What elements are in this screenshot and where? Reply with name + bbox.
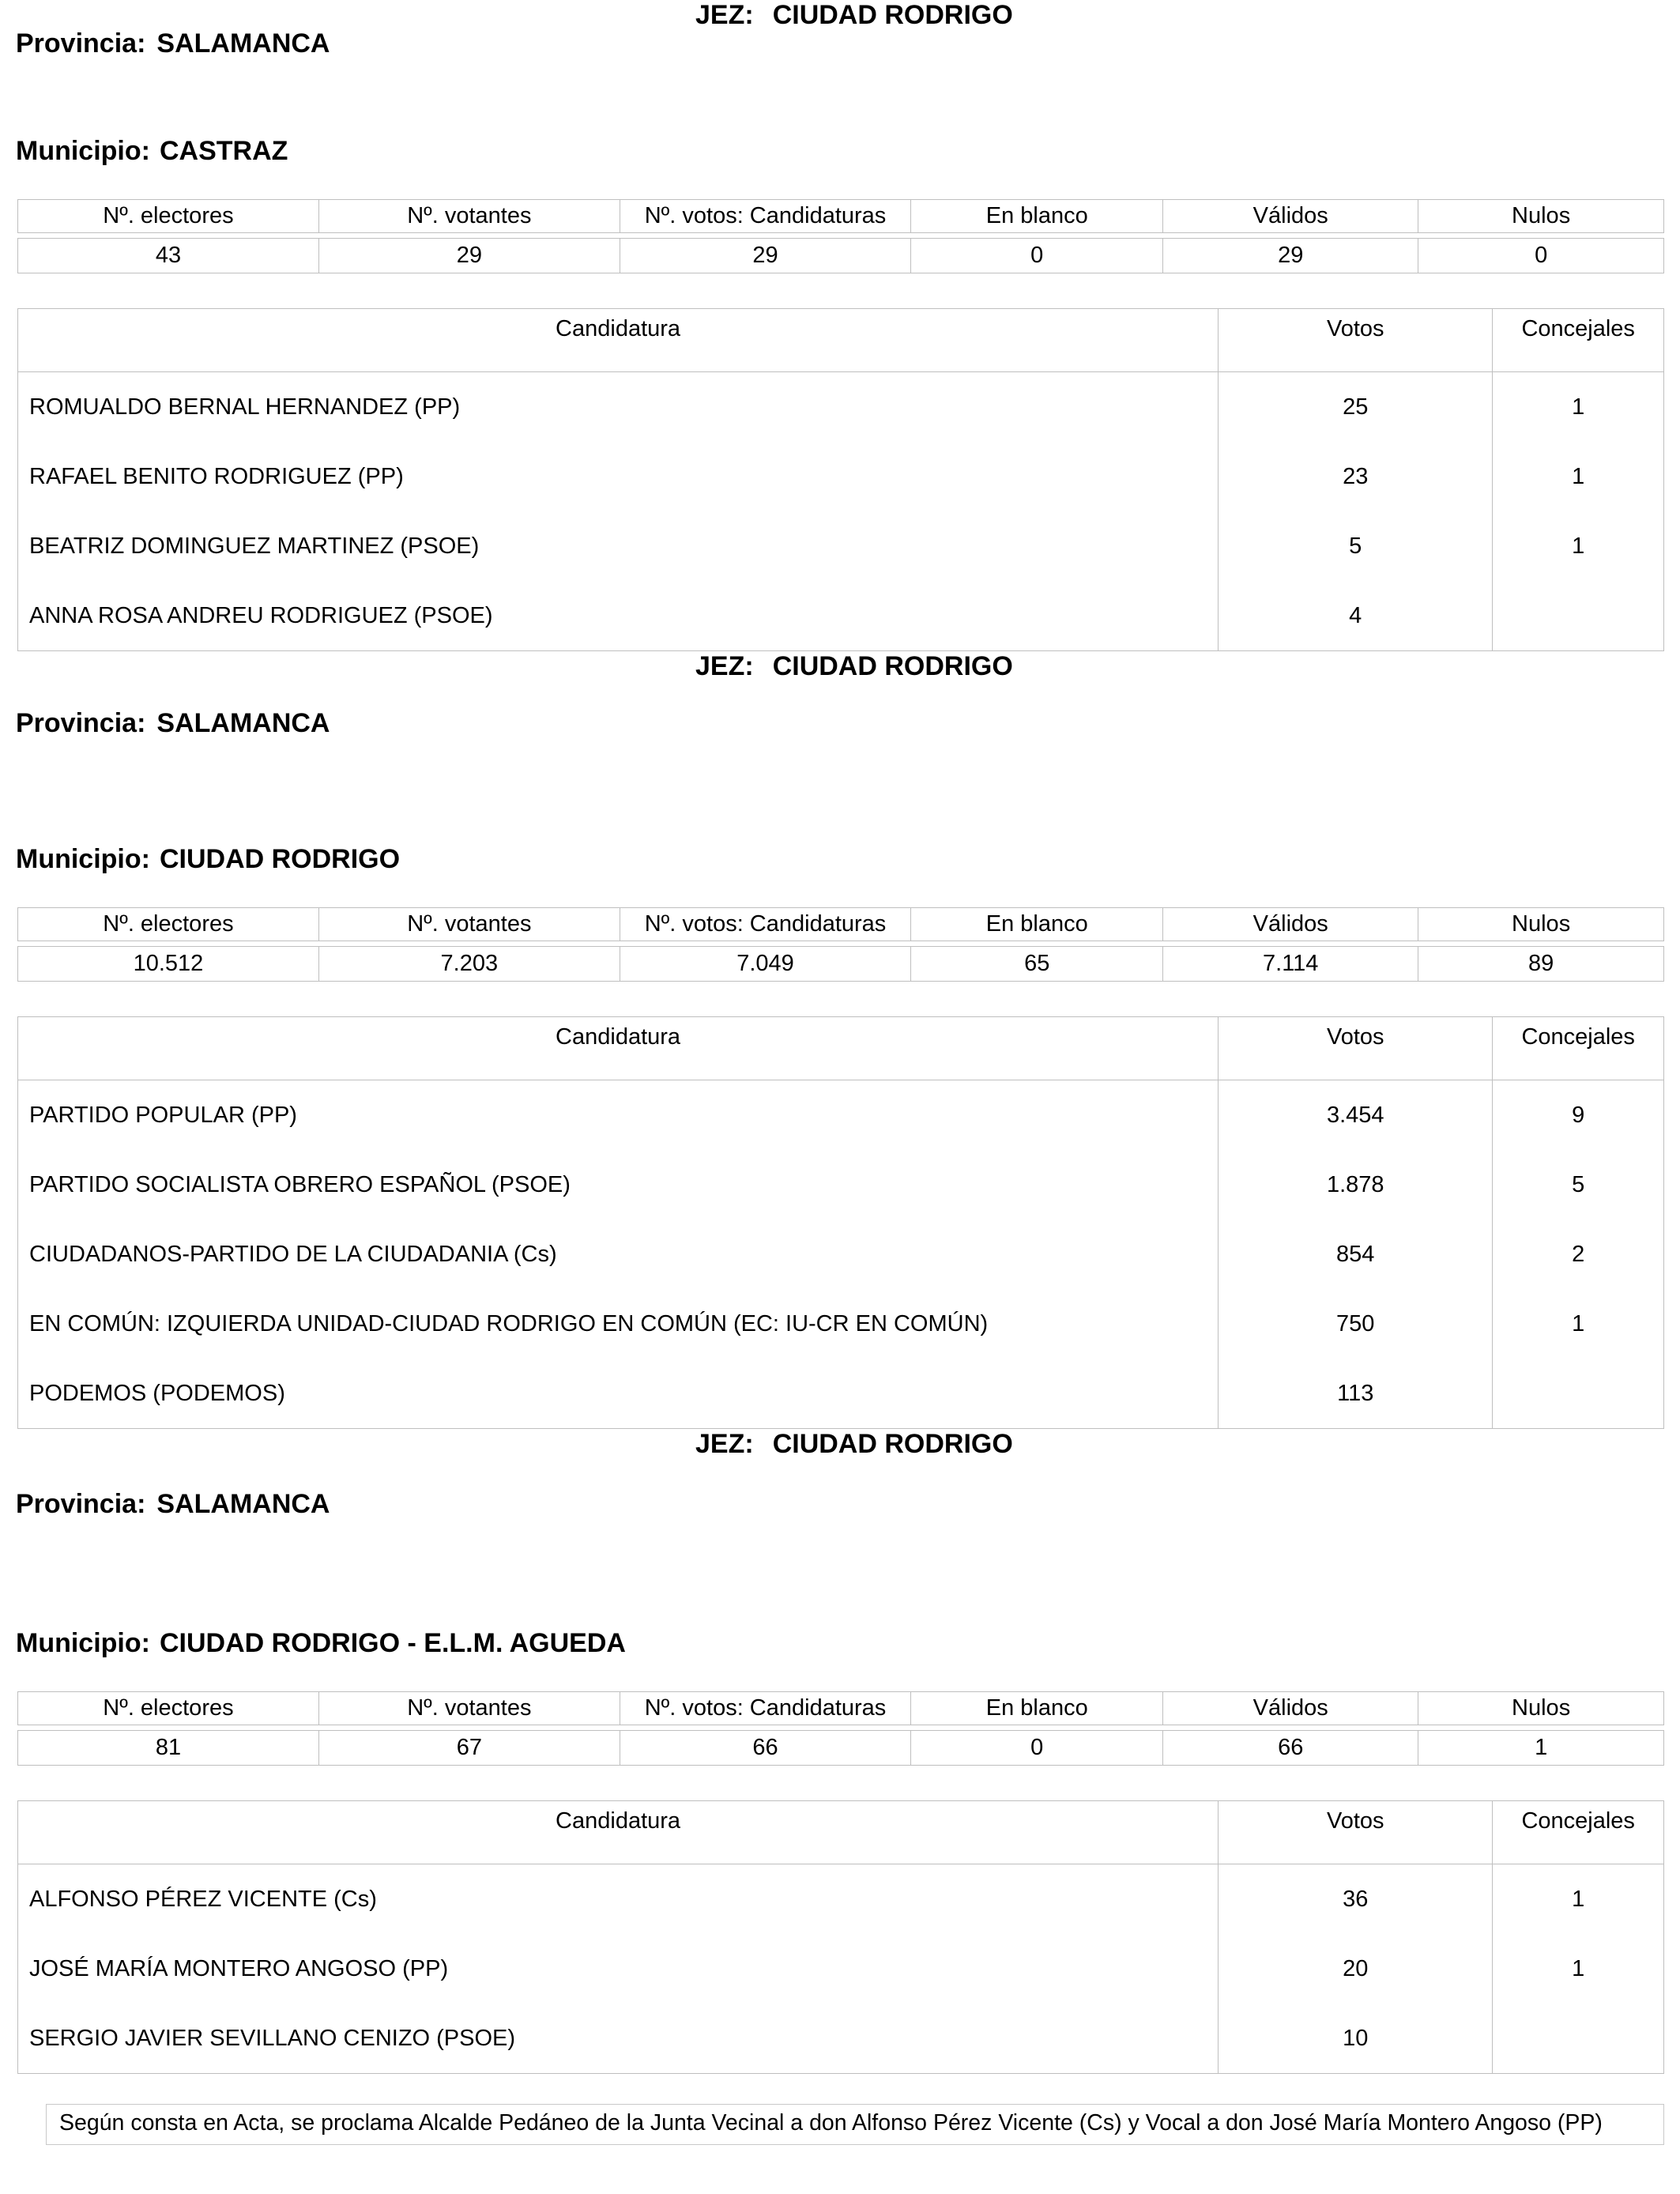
candidate-concejales [1493, 2004, 1664, 2074]
candidate-row [18, 1864, 1664, 1935]
summary-table [17, 1691, 1664, 1766]
municipio-value: CIUDAD RODRIGO [159, 844, 401, 874]
candidate-concejales: 1 [1493, 1864, 1664, 1935]
summary-header-nulos: Nulos [1418, 200, 1664, 233]
provincia-value: SALAMANCA [156, 708, 330, 738]
summary-value-votantes: 67 [318, 1731, 620, 1766]
provincia-value: SALAMANCA [156, 1489, 330, 1519]
candidate-row [18, 1934, 1664, 2004]
provincia-value: SALAMANCA [156, 28, 330, 58]
candidate-votes: 854 [1219, 1220, 1493, 1289]
summary-value-validos: 7.114 [1163, 947, 1418, 982]
summary-header-votos-candidaturas: Nº. votos: Candidaturas [620, 908, 911, 941]
votos-column-header: Votos [1219, 309, 1493, 372]
results-section-ciudad-rodrigo [0, 651, 1680, 1429]
summary-header-en-blanco: En blanco [911, 1692, 1163, 1725]
candidates-header-row [18, 309, 1664, 372]
summary-value-nulos: 0 [1418, 239, 1664, 273]
section-header [16, 651, 1680, 798]
candidates-table [17, 1016, 1664, 1429]
provincia-label: Provincia: [16, 708, 146, 738]
candidate-concejales [1493, 1359, 1664, 1429]
summary-header-votantes: Nº. votantes [318, 908, 620, 941]
results-section-elm-agueda [0, 1429, 1680, 2074]
summary-values-row [17, 238, 1664, 273]
summary-header-electores: Nº. electores [18, 908, 319, 941]
candidate-votes: 4 [1219, 581, 1493, 651]
concejales-column-header: Concejales [1493, 309, 1664, 372]
candidate-row [18, 1080, 1664, 1151]
summary-value-votos-candidaturas: 29 [620, 239, 911, 273]
candidate-votes: 750 [1219, 1289, 1493, 1359]
municipio-label: Municipio: [16, 1628, 150, 1658]
summary-value-en-blanco: 0 [911, 239, 1163, 273]
jez-heading [695, 0, 1013, 31]
candidate-concejales: 1 [1493, 442, 1664, 511]
municipio-heading [16, 1628, 1680, 1661]
summary-table [17, 907, 1664, 982]
candidate-name: ANNA ROSA ANDREU RODRIGUEZ (PSOE) [18, 581, 1219, 651]
candidates-table [17, 1800, 1664, 2074]
candidate-votes: 113 [1219, 1359, 1493, 1429]
summary-value-votantes: 29 [318, 239, 620, 273]
summary-header-en-blanco: En blanco [911, 908, 1163, 941]
summary-value-validos: 66 [1163, 1731, 1418, 1766]
candidate-votes: 3.454 [1219, 1080, 1493, 1151]
results-section-castraz [0, 0, 1680, 651]
jez-heading [695, 651, 1013, 682]
acta-note: Según consta en Acta, se proclama Alcalde Pedáneo de la Junta Vecinal a don Alfonso Pérez Vicente (Cs) y Vocal a don José María Montero Angoso (PP) [46, 2104, 1664, 2145]
candidate-name: SERGIO JAVIER SEVILLANO CENIZO (PSOE) [18, 2004, 1219, 2074]
summary-header-validos: Válidos [1163, 908, 1418, 941]
summary-header-en-blanco: En blanco [911, 200, 1163, 233]
jez-label: JEZ: [695, 0, 754, 30]
candidate-concejales: 1 [1493, 511, 1664, 581]
candidates-header-row [18, 1017, 1664, 1080]
concejales-column-header: Concejales [1493, 1801, 1664, 1864]
candidate-name: RAFAEL BENITO RODRIGUEZ (PP) [18, 442, 1219, 511]
municipio-label: Municipio: [16, 136, 150, 166]
candidate-name: BEATRIZ DOMINGUEZ MARTINEZ (PSOE) [18, 511, 1219, 581]
summary-value-votos-candidaturas: 66 [620, 1731, 911, 1766]
candidate-row [18, 581, 1664, 651]
candidate-name: ALFONSO PÉREZ VICENTE (Cs) [18, 1864, 1219, 1935]
provincia-label: Provincia: [16, 28, 146, 58]
summary-header-row [17, 199, 1664, 233]
candidates-table [17, 308, 1664, 651]
candidate-concejales: 1 [1493, 1289, 1664, 1359]
candidate-votes: 5 [1219, 511, 1493, 581]
candidate-votes: 10 [1219, 2004, 1493, 2074]
summary-header-validos: Válidos [1163, 1692, 1418, 1725]
candidate-name: PARTIDO SOCIALISTA OBRERO ESPAÑOL (PSOE) [18, 1150, 1219, 1220]
concejales-column-header: Concejales [1493, 1017, 1664, 1080]
summary-value-en-blanco: 65 [911, 947, 1163, 982]
summary-value-votos-candidaturas: 7.049 [620, 947, 911, 982]
jez-label: JEZ: [695, 1429, 754, 1459]
municipio-heading [16, 844, 1680, 877]
summary-header-votantes: Nº. votantes [318, 200, 620, 233]
summary-value-electores: 81 [18, 1731, 319, 1766]
jez-heading [695, 1429, 1013, 1460]
summary-header-electores: Nº. electores [18, 200, 319, 233]
candidate-concejales: 2 [1493, 1220, 1664, 1289]
candidate-concejales: 5 [1493, 1150, 1664, 1220]
jez-value: CIUDAD RODRIGO [772, 1429, 1013, 1459]
summary-value-votantes: 7.203 [318, 947, 620, 982]
candidate-name: ROMUALDO BERNAL HERNANDEZ (PP) [18, 372, 1219, 443]
candidate-row [18, 1150, 1664, 1220]
provincia-label: Provincia: [16, 1489, 146, 1519]
candidatura-column-header: Candidatura [18, 1017, 1219, 1080]
candidate-votes: 20 [1219, 1934, 1493, 2004]
summary-value-electores: 10.512 [18, 947, 319, 982]
summary-header-votos-candidaturas: Nº. votos: Candidaturas [620, 200, 911, 233]
summary-value-nulos: 89 [1418, 947, 1664, 982]
summary-header-row [17, 907, 1664, 941]
summary-value-electores: 43 [18, 239, 319, 273]
summary-header-votos-candidaturas: Nº. votos: Candidaturas [620, 1692, 911, 1725]
candidate-row [18, 372, 1664, 443]
candidate-votes: 25 [1219, 372, 1493, 443]
summary-header-votantes: Nº. votantes [318, 1692, 620, 1725]
candidate-concejales [1493, 581, 1664, 651]
candidate-name: EN COMÚN: IZQUIERDA UNIDAD-CIUDAD RODRIGO EN COMÚN (EC: IU-CR EN COMÚN) [18, 1289, 1219, 1359]
candidate-row [18, 1359, 1664, 1429]
summary-value-en-blanco: 0 [911, 1731, 1163, 1766]
jez-value: CIUDAD RODRIGO [772, 0, 1013, 30]
summary-header-nulos: Nulos [1418, 1692, 1664, 1725]
candidate-row [18, 511, 1664, 581]
votos-column-header: Votos [1219, 1801, 1493, 1864]
candidatura-column-header: Candidatura [18, 1801, 1219, 1864]
summary-values-row [17, 1730, 1664, 1766]
candidate-votes: 36 [1219, 1864, 1493, 1935]
summary-header-row [17, 1691, 1664, 1725]
section-header [16, 0, 1680, 90]
candidate-name: PODEMOS (PODEMOS) [18, 1359, 1219, 1429]
candidate-name: CIUDADANOS-PARTIDO DE LA CIUDADANIA (Cs) [18, 1220, 1219, 1289]
summary-value-validos: 29 [1163, 239, 1418, 273]
municipio-label: Municipio: [16, 844, 150, 874]
candidate-name: JOSÉ MARÍA MONTERO ANGOSO (PP) [18, 1934, 1219, 2004]
candidate-concejales: 1 [1493, 1934, 1664, 2004]
jez-label: JEZ: [695, 651, 754, 681]
municipio-heading [16, 136, 1680, 169]
candidate-row [18, 2004, 1664, 2074]
municipio-value: CASTRAZ [159, 136, 288, 166]
candidate-row [18, 442, 1664, 511]
summary-table [17, 199, 1664, 273]
votos-column-header: Votos [1219, 1017, 1493, 1080]
summary-values-row [17, 946, 1664, 982]
summary-header-electores: Nº. electores [18, 1692, 319, 1725]
candidate-votes: 23 [1219, 442, 1493, 511]
jez-value: CIUDAD RODRIGO [772, 651, 1013, 681]
candidate-votes: 1.878 [1219, 1150, 1493, 1220]
candidatura-column-header: Candidatura [18, 309, 1219, 372]
candidate-row [18, 1220, 1664, 1289]
candidates-header-row [18, 1801, 1664, 1864]
municipio-value: CIUDAD RODRIGO - E.L.M. AGUEDA [159, 1628, 626, 1658]
candidate-concejales: 9 [1493, 1080, 1664, 1151]
section-header [16, 1429, 1680, 1582]
summary-value-nulos: 1 [1418, 1731, 1664, 1766]
candidate-row [18, 1289, 1664, 1359]
candidate-name: PARTIDO POPULAR (PP) [18, 1080, 1219, 1151]
candidate-concejales: 1 [1493, 372, 1664, 443]
summary-header-validos: Válidos [1163, 200, 1418, 233]
summary-header-nulos: Nulos [1418, 908, 1664, 941]
